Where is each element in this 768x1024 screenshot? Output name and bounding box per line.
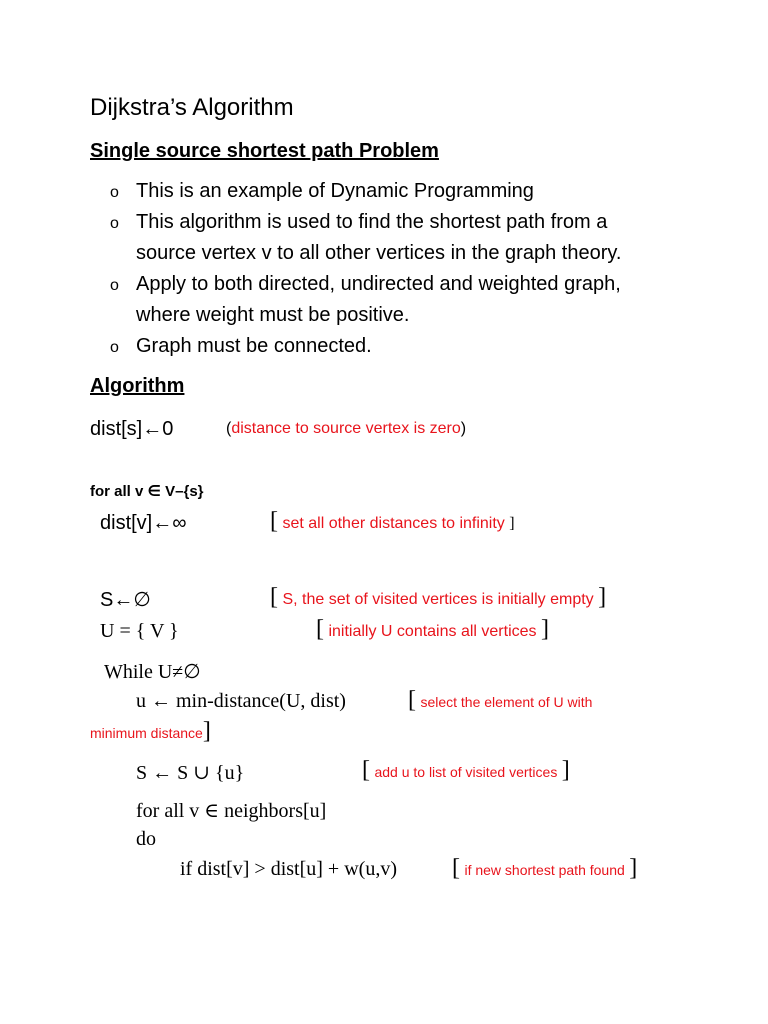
step-for-neighbors: for all v ∈ neighbors[u] bbox=[136, 800, 327, 822]
bullet-text: Graph must be connected. bbox=[136, 335, 372, 357]
step-s-union: S ← S ∪ {u} bbox=[136, 762, 245, 784]
step-dist-v: dist[v]←∞ bbox=[100, 512, 187, 534]
step-dist-source: dist[s]←0 bbox=[90, 418, 174, 440]
note-text: minimum distance bbox=[90, 725, 203, 741]
step-if-note: [ if new shortest path found ] bbox=[452, 855, 638, 881]
step-dist-v-note: [ set all other distances to infinity ] bbox=[270, 508, 515, 534]
step-while: While U≠∅ bbox=[104, 661, 201, 683]
step-do: do bbox=[136, 828, 156, 850]
bullet-text: This algorithm is used to find the shortest path from a bbox=[136, 211, 608, 233]
step-u-min-note-cont: minimum distance] bbox=[90, 718, 211, 744]
bullet-marker: o bbox=[110, 215, 119, 232]
bullet-continuation: where weight must be positive. bbox=[136, 304, 410, 326]
step-for-all-v: for all v ∈ V–{s} bbox=[90, 483, 204, 500]
section-subtitle: Single source shortest path Problem bbox=[90, 140, 439, 162]
bullet-marker: o bbox=[110, 339, 119, 356]
page-title: Dijkstra’s Algorithm bbox=[90, 94, 294, 121]
step-s-union-note: [ add u to list of visited vertices ] bbox=[362, 757, 570, 783]
bullet-item bbox=[110, 180, 534, 203]
note-text: set all other distances to infinity bbox=[282, 515, 505, 532]
bullet-item bbox=[110, 335, 372, 358]
step-dist-source-note: (distance to source vertex is zero) bbox=[226, 420, 467, 437]
bullet-item bbox=[110, 211, 607, 234]
step-u-min: u ← min-distance(U, dist) bbox=[136, 690, 346, 712]
step-u-init: U = { V } bbox=[100, 620, 179, 642]
bullet-marker: o bbox=[110, 277, 119, 294]
bullet-marker: o bbox=[110, 184, 119, 201]
step-s-empty-note: [ S, the set of visited vertices is initially empty ] bbox=[270, 584, 607, 610]
note-text: S, the set of visited vertices is initially empty bbox=[282, 591, 594, 608]
note-text: add u to list of visited vertices bbox=[374, 764, 558, 780]
note-text: if new shortest path found bbox=[464, 862, 625, 878]
note-text: initially U contains all vertices bbox=[328, 623, 537, 640]
bullet-item bbox=[110, 273, 621, 296]
algorithm-heading: Algorithm bbox=[90, 375, 185, 397]
note-text: select the element of U with bbox=[420, 694, 593, 710]
bullet-text: This is an example of Dynamic Programming bbox=[136, 180, 534, 202]
step-s-empty: S←∅ bbox=[100, 589, 151, 611]
step-if-condition: if dist[v] > dist[u] + w(u,v) bbox=[180, 858, 397, 880]
step-u-min-note: [ select the element of U with bbox=[408, 687, 593, 713]
step-u-init-note: [ initially U contains all vertices ] bbox=[316, 616, 549, 642]
note-text: distance to source vertex is zero bbox=[231, 420, 461, 437]
bullet-continuation: source vertex v to all other vertices in the graph theory. bbox=[136, 242, 622, 264]
bullet-text: Apply to both directed, undirected and weighted graph, bbox=[136, 273, 621, 295]
